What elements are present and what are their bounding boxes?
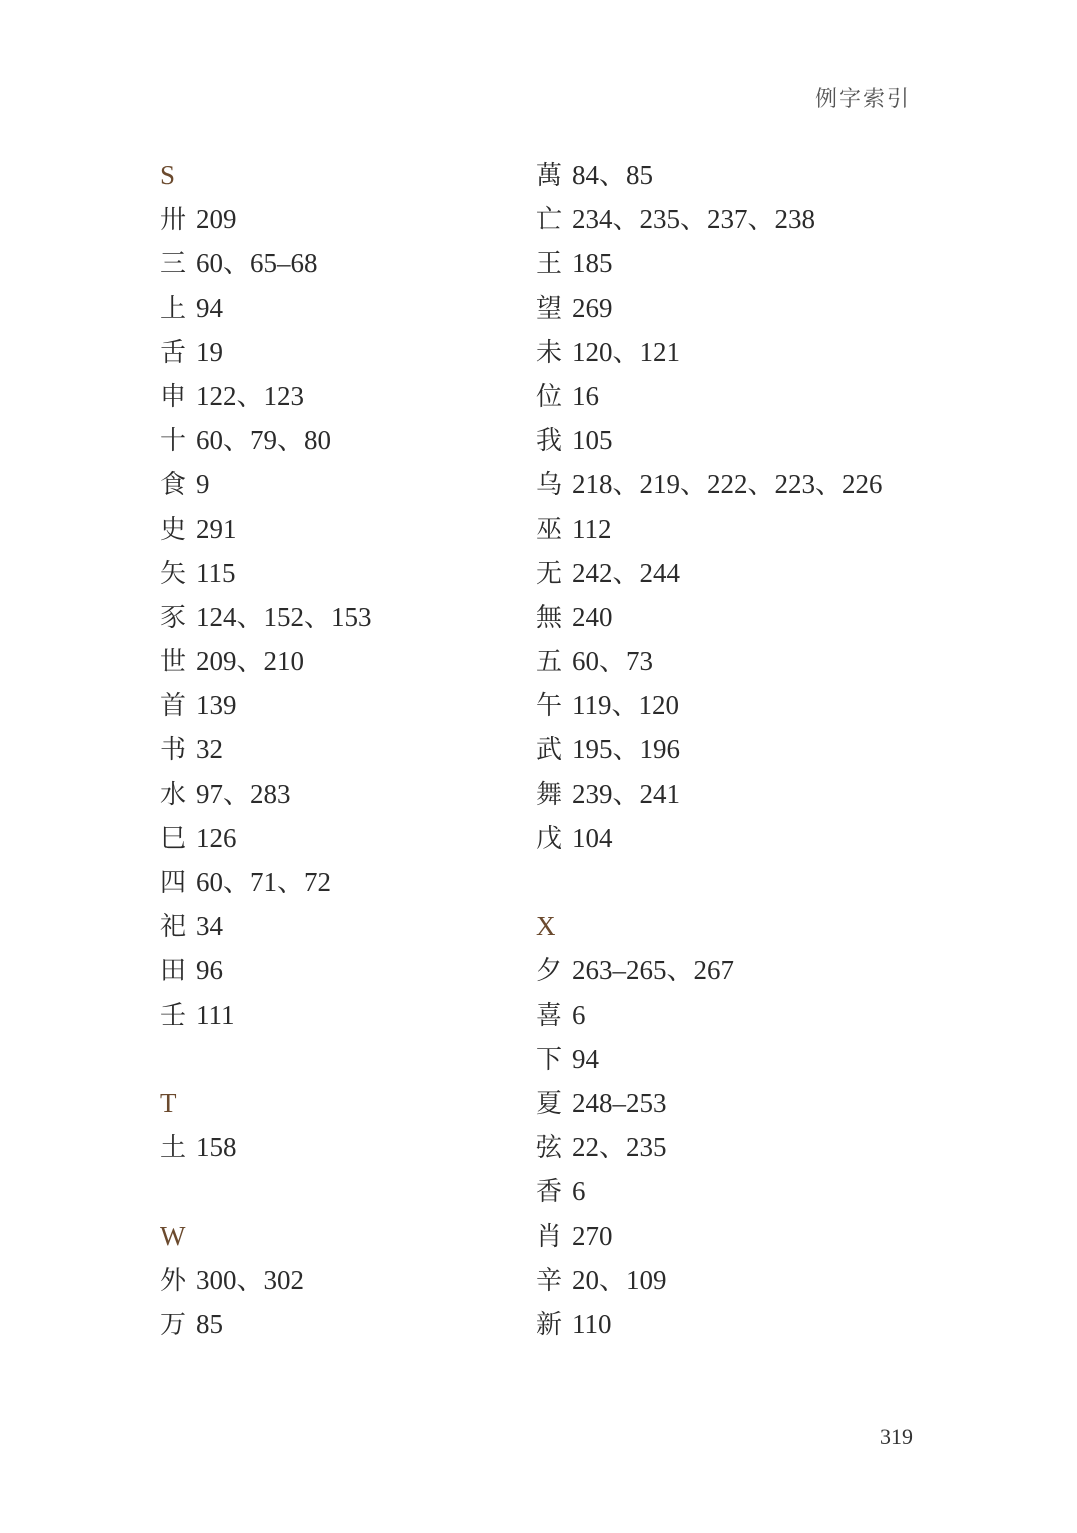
index-entry-page-refs: 209、210	[196, 646, 304, 677]
index-entry	[160, 1302, 560, 1346]
index-entry	[160, 241, 560, 285]
index-entry-character: 戊	[536, 823, 563, 854]
index-entry-page-refs: 20、109	[572, 1264, 667, 1295]
index-entry	[160, 904, 560, 948]
running-head: 例字索引	[814, 87, 911, 112]
index-entry-page-refs: 263–265、267	[572, 955, 734, 986]
index-entry	[536, 683, 936, 727]
index-entry-character: 夏	[536, 1088, 563, 1119]
index-entry	[536, 772, 936, 816]
index-entry-page-refs: 104	[572, 822, 613, 853]
index-entry-page-refs: 6	[572, 999, 586, 1030]
index-entry-character: 午	[536, 691, 563, 722]
index-entry-character: 舞	[536, 779, 563, 810]
index-letter-heading: W	[160, 1220, 186, 1251]
index-entry	[160, 418, 560, 462]
index-entry	[160, 816, 560, 860]
index-entry-page-refs: 300、302	[196, 1264, 304, 1295]
index-entry-character: 申	[160, 381, 187, 412]
index-entry	[160, 374, 560, 418]
index-entry-character: 無	[536, 602, 563, 633]
index-entry	[160, 462, 560, 506]
index-entry-character: 豕	[160, 602, 187, 633]
index-entry-character: 肖	[536, 1221, 563, 1252]
index-entry	[536, 330, 936, 374]
index-entry-page-refs: 126	[196, 822, 237, 853]
index-entry-character: 无	[536, 558, 563, 589]
index-entry	[536, 197, 936, 241]
index-entry-page-refs: 185	[572, 248, 613, 279]
index-column-left	[160, 153, 560, 1346]
index-entry	[536, 948, 936, 992]
index-letter-heading: T	[160, 1087, 177, 1118]
index-entry-character: 食	[160, 470, 187, 501]
index-entry	[536, 1169, 936, 1213]
index-entry	[536, 1037, 936, 1081]
index-entry-character: 香	[536, 1177, 563, 1208]
index-entry	[536, 595, 936, 639]
index-entry-character: 位	[536, 381, 563, 412]
index-entry	[536, 1081, 936, 1125]
index-entry-character: 上	[160, 293, 187, 324]
index-entry	[536, 374, 936, 418]
index-entry-page-refs: 97、283	[196, 778, 291, 809]
index-entry-character: 夕	[536, 956, 563, 987]
index-entry-page-refs: 60、79、80	[196, 425, 331, 456]
index-entry	[536, 816, 936, 860]
index-entry-character: 王	[536, 249, 563, 280]
index-entry-character: 五	[536, 647, 563, 678]
index-entry-page-refs: 209	[196, 204, 237, 235]
index-entry	[536, 1302, 936, 1346]
index-entry-character: 田	[160, 956, 187, 987]
index-entry-character: 壬	[160, 1000, 187, 1031]
index-entry	[160, 197, 560, 241]
index-entry	[160, 683, 560, 727]
index-entry-character: 十	[160, 426, 187, 457]
index-letter-heading: S	[160, 160, 176, 190]
index-entry	[536, 241, 936, 285]
index-entry-page-refs: 111	[196, 999, 235, 1030]
index-entry-character: 巫	[536, 514, 563, 545]
index-entry-page-refs: 239、241	[572, 778, 680, 809]
index-entry	[536, 286, 936, 330]
index-entry-character: 外	[160, 1265, 187, 1296]
index-entry-character: 卅	[160, 205, 187, 236]
index-entry-page-refs: 96	[196, 955, 223, 986]
index-entry	[536, 153, 936, 197]
index-entry	[160, 772, 560, 816]
index-entry-character: 萬	[536, 161, 563, 191]
index-entry	[160, 551, 560, 595]
index-entry-page-refs: 32	[196, 734, 223, 765]
index-entry	[160, 330, 560, 374]
index-entry-character: 望	[536, 293, 563, 324]
index-entry-character: 喜	[536, 1000, 563, 1031]
index-entry	[536, 1214, 936, 1258]
index-entry-page-refs: 269	[572, 292, 613, 323]
index-entry-character: 土	[160, 1133, 187, 1164]
index-entry-character: 四	[160, 868, 187, 898]
index-entry-page-refs: 6	[572, 1176, 586, 1207]
index-entry-page-refs: 19	[196, 336, 223, 367]
group-spacer	[536, 860, 936, 904]
index-entry-page-refs: 34	[196, 911, 223, 942]
index-entry-page-refs: 120、121	[572, 336, 680, 367]
index-entry-page-refs: 119、120	[572, 690, 679, 721]
index-entry-page-refs: 242、244	[572, 557, 680, 588]
index-entry	[160, 1258, 560, 1302]
index-letter-heading: X	[536, 911, 556, 942]
index-entry-character: 史	[160, 514, 187, 545]
index-entry-page-refs: 158	[196, 1132, 237, 1163]
index-entry-character: 我	[536, 426, 563, 457]
index-entry-character: 三	[160, 249, 187, 280]
index-entry-character: 弦	[536, 1133, 563, 1164]
index-entry	[536, 993, 936, 1037]
index-column-right	[536, 153, 936, 1346]
index-entry-character: 巳	[160, 823, 187, 854]
index-entry-page-refs: 94	[572, 1043, 599, 1074]
index-entry	[536, 551, 936, 595]
page-number: 319	[880, 1424, 913, 1449]
index-entry-character: 祀	[160, 912, 187, 943]
index-entry-page-refs: 115	[196, 557, 236, 588]
index-entry	[160, 727, 560, 771]
index-entry	[536, 462, 936, 506]
index-entry-character: 首	[160, 691, 187, 722]
index-entry-page-refs: 218、219、222、223、226	[572, 469, 883, 500]
index-entry-page-refs: 110	[572, 1308, 612, 1339]
index-entry-character: 辛	[536, 1265, 563, 1296]
index-entry	[536, 1258, 936, 1302]
index-entry-page-refs: 9	[196, 469, 210, 500]
index-entry-character: 乌	[536, 470, 563, 501]
index-entry	[160, 1125, 560, 1169]
index-entry	[536, 418, 936, 462]
index-entry	[160, 860, 560, 904]
group-spacer	[160, 1037, 560, 1081]
index-entry	[160, 595, 560, 639]
index-entry	[536, 1125, 936, 1169]
index-entry-page-refs: 240	[572, 601, 613, 632]
index-entry	[160, 286, 560, 330]
index-entry-page-refs: 195、196	[572, 734, 680, 765]
index-entry	[160, 639, 560, 683]
index-entry	[536, 507, 936, 551]
index-entry-character: 未	[536, 337, 563, 368]
group-spacer	[160, 1169, 560, 1213]
index-entry-character: 舌	[160, 337, 187, 368]
index-entry-page-refs: 84、85	[572, 160, 653, 190]
index-entry-character: 新	[536, 1309, 563, 1340]
index-entry-page-refs: 16	[572, 380, 599, 411]
index-entry	[536, 727, 936, 771]
index-entry-page-refs: 248–253	[572, 1087, 667, 1118]
index-entry-page-refs: 60、71、72	[196, 867, 331, 897]
index-entry-page-refs: 112	[572, 513, 612, 544]
index-entry-page-refs: 60、65–68	[196, 248, 318, 279]
index-entry-character: 矢	[160, 558, 187, 589]
index-entry-character: 下	[536, 1044, 563, 1075]
index-entry-character: 世	[160, 647, 187, 678]
index-entry	[160, 948, 560, 992]
index-entry-character: 武	[536, 735, 563, 766]
index-entry-page-refs: 85	[196, 1308, 223, 1339]
index-entry-page-refs: 22、235	[572, 1132, 667, 1163]
index-entry-character: 万	[160, 1309, 187, 1340]
index-entry-page-refs: 139	[196, 690, 237, 721]
index-entry-page-refs: 124、152、153	[196, 601, 372, 632]
index-entry-page-refs: 60、73	[572, 646, 653, 677]
index-entry-character: 水	[160, 779, 187, 810]
index-entry-page-refs: 105	[572, 425, 613, 456]
index-entry-page-refs: 94	[196, 292, 223, 323]
index-entry-character: 亡	[536, 205, 563, 236]
index-entry-page-refs: 122、123	[196, 380, 304, 411]
index-entry	[160, 993, 560, 1037]
index-entry-page-refs: 291	[196, 513, 237, 544]
index-entry	[536, 639, 936, 683]
index-entry-page-refs: 234、235、237、238	[572, 204, 815, 235]
index-entry-page-refs: 270	[572, 1220, 613, 1251]
index-entry-character: 书	[160, 735, 187, 766]
index-entry	[160, 507, 560, 551]
